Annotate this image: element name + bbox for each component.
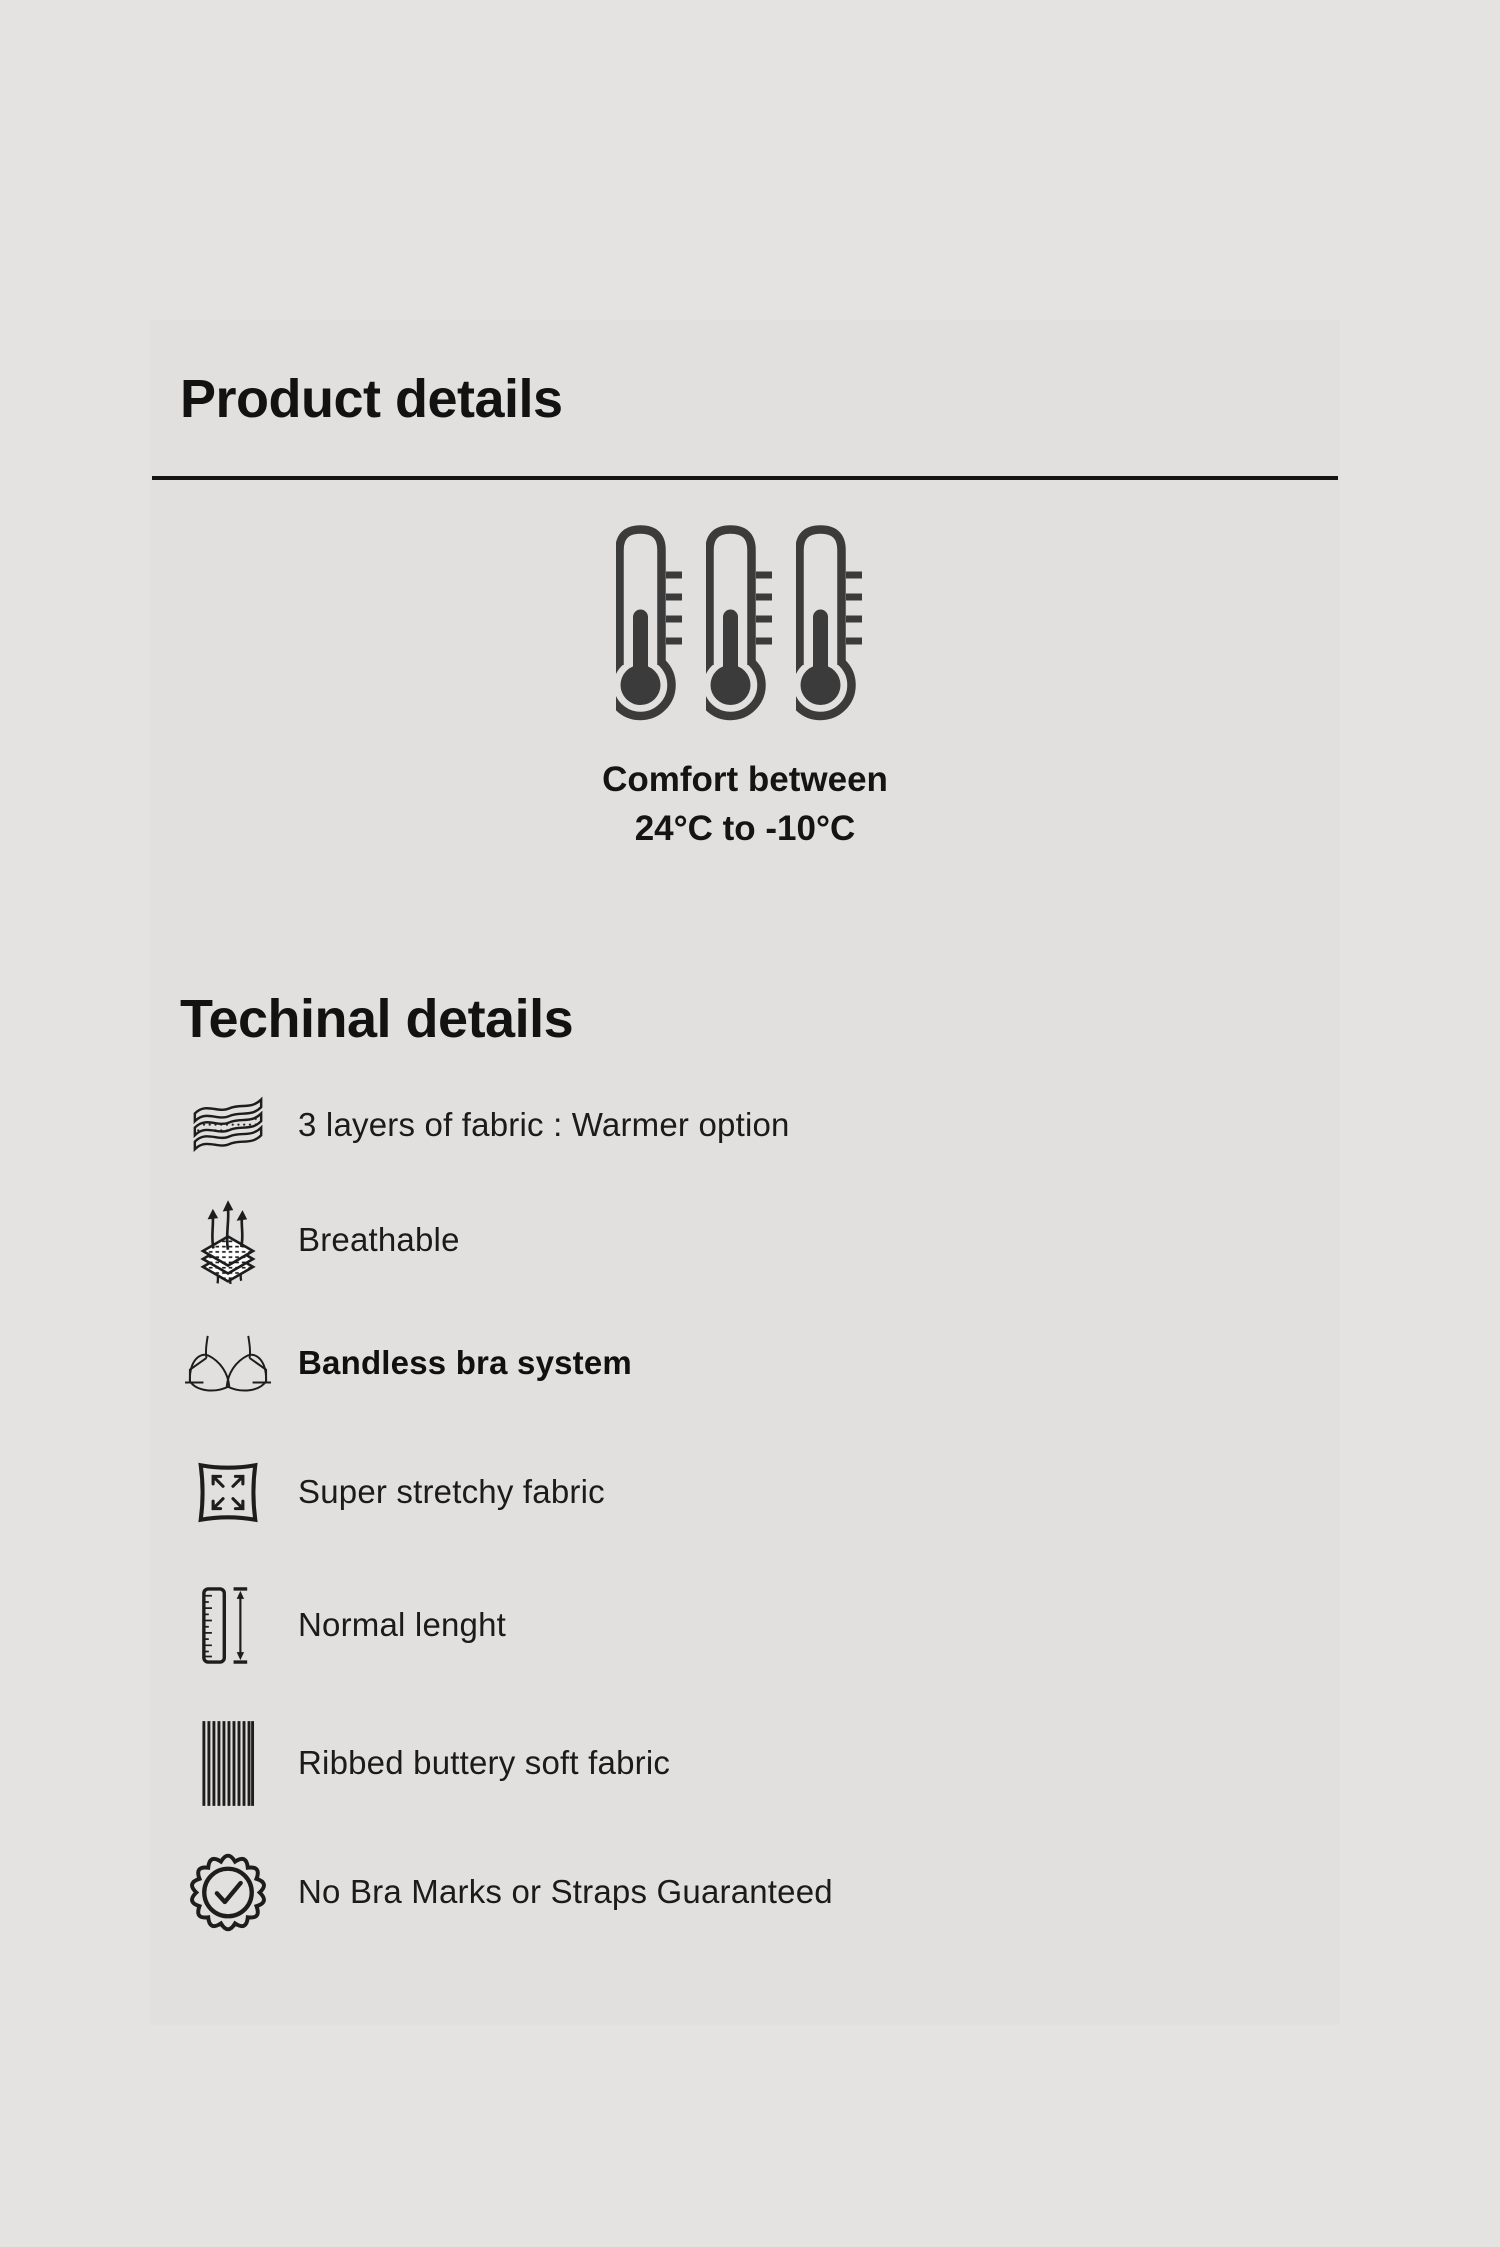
technical-details-title: Techinal details	[180, 989, 574, 1049]
thermometer-icon	[616, 525, 694, 721]
comfort-caption-line1: Comfort between	[602, 760, 888, 799]
feature-row	[180, 1708, 1310, 1818]
fabric-layers-icon	[180, 1094, 276, 1156]
ribbed-fabric-icon	[180, 1721, 276, 1806]
comfort-caption-line2: 24°C to -10°C	[634, 809, 856, 848]
feature-label: Bandless bra system	[298, 1344, 632, 1381]
feature-row	[180, 1570, 1310, 1680]
product-details-title: Product details	[180, 369, 563, 429]
feature-label: Breathable	[298, 1221, 460, 1258]
feature-row	[180, 1837, 1310, 1947]
badge-check-icon	[180, 1845, 276, 1940]
comfort-block	[150, 525, 1340, 853]
feature-row	[180, 1070, 1310, 1180]
feature-row	[180, 1185, 1310, 1295]
feature-label: Normal lenght	[298, 1606, 507, 1643]
stretch-arrows-icon	[180, 1460, 276, 1525]
ruler-icon	[180, 1587, 276, 1664]
section-divider	[152, 476, 1338, 480]
breathable-icon	[180, 1197, 276, 1284]
feature-label: Ribbed buttery soft fabric	[298, 1744, 671, 1781]
product-details-panel	[150, 320, 1340, 2025]
thermometer-icon	[796, 525, 874, 721]
thermometer-icon	[706, 525, 784, 721]
feature-row	[180, 1437, 1310, 1547]
feature-label: Super stretchy fabric	[298, 1473, 605, 1510]
bra-icon	[180, 1335, 276, 1392]
thermometers-icon	[150, 525, 1340, 721]
comfort-caption	[150, 755, 1340, 853]
feature-label: No Bra Marks or Straps Guaranteed	[298, 1873, 833, 1910]
feature-label: 3 layers of fabric : Warmer option	[298, 1106, 790, 1143]
feature-row	[180, 1308, 1310, 1418]
